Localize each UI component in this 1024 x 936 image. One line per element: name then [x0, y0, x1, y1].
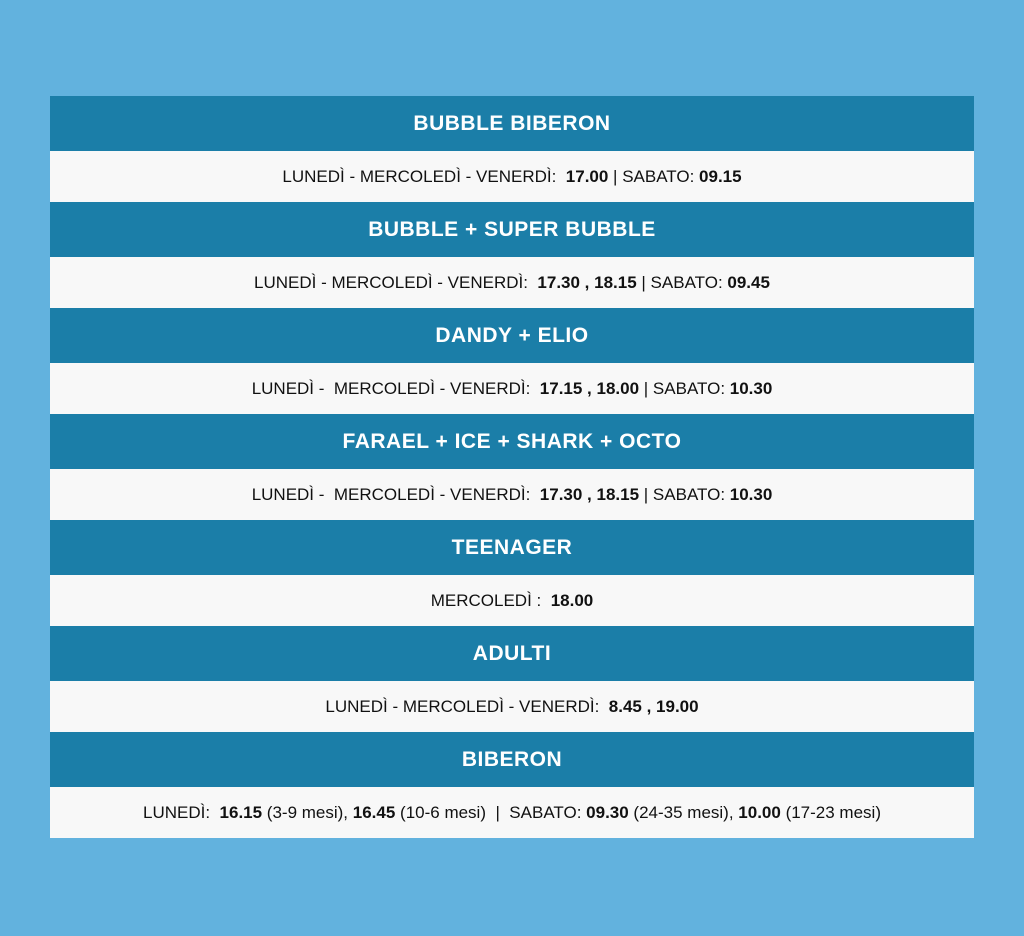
schedule-row — [50, 469, 974, 520]
schedule-row — [50, 787, 974, 838]
schedule-row — [50, 151, 974, 202]
schedule-time: 17.00 — [565, 166, 609, 186]
schedule-time: 09.45 — [727, 272, 770, 292]
schedule-label: LUNEDÌ - MERCOLEDÌ - VENERDÌ: — [254, 272, 538, 292]
schedule-time: 18.00 — [550, 590, 594, 610]
schedule-label: LUNEDÌ: — [143, 802, 220, 822]
schedule-label: LUNEDÌ - MERCOLEDÌ - VENERDÌ: — [251, 484, 540, 504]
group-header: DANDY + ELIO — [50, 308, 974, 363]
schedule-label: (24-35 mesi), — [628, 802, 739, 822]
schedule-label: | SABATO: — [636, 272, 728, 292]
schedule-label: | SABATO: — [608, 166, 700, 186]
schedule-label: | SABATO: — [639, 378, 730, 398]
group-header: BUBBLE + SUPER BUBBLE — [50, 202, 974, 257]
group-header: ADULTI — [50, 626, 974, 681]
schedule-row — [50, 257, 974, 308]
schedule-label: LUNEDÌ - MERCOLEDÌ - VENERDÌ: — [282, 166, 566, 186]
schedule-time: 10.30 — [729, 484, 773, 504]
schedule-time: 16.15 — [219, 802, 263, 822]
schedule-label: LUNEDÌ - MERCOLEDÌ - VENERDÌ: — [251, 378, 540, 398]
schedule-time: 10.30 — [729, 378, 773, 398]
group-header: BUBBLE BIBERON — [50, 96, 974, 151]
schedule-label: (10-6 mesi) | SABATO: — [395, 802, 587, 822]
schedule-label: LUNEDÌ - MERCOLEDÌ - VENERDÌ: — [325, 696, 609, 716]
schedule-time: 8.45 , 19.00 — [608, 696, 699, 716]
schedule-label: (17-23 mesi) — [780, 802, 881, 822]
schedule-table — [50, 96, 974, 838]
group-header: TEENAGER — [50, 520, 974, 575]
schedule-time: 09.30 — [586, 802, 629, 822]
schedule-time: 10.00 — [738, 802, 781, 822]
schedule-time: 17.30 , 18.15 — [539, 484, 640, 504]
schedule-label: (3-9 mesi), — [262, 802, 353, 822]
schedule-time: 16.45 — [352, 802, 396, 822]
schedule-label: MERCOLEDÌ : — [430, 590, 551, 610]
group-header: BIBERON — [50, 732, 974, 787]
schedule-label: | SABATO: — [639, 484, 730, 504]
schedule-row — [50, 681, 974, 732]
schedule-row — [50, 363, 974, 414]
schedule-time: 17.30 , 18.15 — [537, 272, 637, 292]
group-header: FARAEL + ICE + SHARK + OCTO — [50, 414, 974, 469]
schedule-row — [50, 575, 974, 626]
schedule-time: 17.15 , 18.00 — [539, 378, 640, 398]
schedule-time: 09.15 — [699, 166, 742, 186]
